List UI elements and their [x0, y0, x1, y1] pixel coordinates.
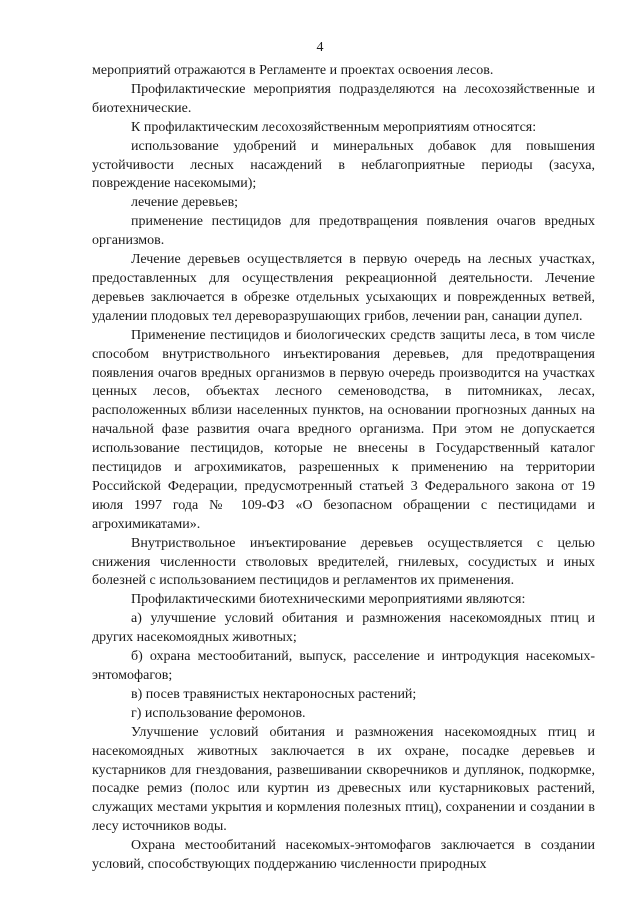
paragraph: Лечение деревьев осуществляется в первую очередь на лесных участках, предоставленных для осуществления рекреационной деятельности. Лечение деревьев заключается в обрезке отдельных усыхающих и поврежденных ветвей, удалении плодовых тел дереворазрушающих грибов, лечении ран, санации дупел. [92, 252, 595, 324]
list-item: использование удобрений и минеральных добавок для повышения устойчивости лесных насаждений в неблагоприятные периоды (засуха, повреждение насекомыми); [92, 138, 595, 192]
page-number: 4 [316, 40, 324, 55]
document-body [92, 62, 595, 875]
list-item: в) посев травянистых нектароносных растений; [131, 686, 417, 702]
paragraph: Охрана местообитаний насекомых-энтомофагов заключается в создании условий, способствующих поддержанию численности природных [92, 838, 595, 873]
paragraph: Улучшение условий обитания и размножения насекомоядных птиц и насекомоядных животных заключается в их охране, посадке деревьев и кустарников для гнездования, развешивании скворечников и дуплянок, подкормке, посадке ремиз (полос или куртин из древесных или кустарниковых растений, служащих местами укрытия и кормления полезных птиц), сохранении и создании в лесу источников воды. [92, 724, 595, 835]
list-item: а) улучшение условий обитания и размножения насекомоядных птиц и других насекомоядных животных; [92, 611, 595, 646]
paragraph-continuation: мероприятий отражаются в Регламенте и проектах освоения лесов. [92, 63, 494, 78]
paragraph: Внутриствольное инъектирование деревьев осуществляется с целью снижения численности стволовых вредителей, гнилевых, сосудистых и иных болезней с использованием пестицидов и регламентов их применения. [92, 535, 595, 589]
list-item: г) использование феромонов. [131, 705, 306, 721]
paragraph: К профилактическим лесохозяйственным мероприятиям относятся: [131, 119, 537, 135]
list-item: лечение деревьев; [131, 195, 239, 211]
list-item: применение пестицидов для предотвращения появления очагов вредных организмов. [92, 214, 595, 249]
paragraph: Профилактическими биотехническими мероприятиями являются: [131, 592, 526, 608]
list-item: б) охрана местообитаний, выпуск, расселение и интродукция насекомых-энтомофагов; [92, 649, 595, 683]
paragraph: Профилактические мероприятия подразделяются на лесохозяйственные и биотехнические. [92, 81, 595, 116]
paragraph: Применение пестицидов и биологических средств защиты леса, в том числе способом внутриствольного инъектирования деревьев, для предотвращения появления очагов вредных организмов в первую очередь производится на участках ценных лесов, объектах лесного семеноводства, в питомниках, лесах, расположенных вблизи населенных пунктов, на основании прогнозных данных на начальной фазе развития очага вредного организма. При этом не допускается использование пестицидов, которые не внесены в Государственный каталог пестицидов и агрохимикатов, разрешенных к применению на территории Российской Федерации, предусмотренный статьей 3 Федерального закона от 19 июля 1997 года № 109-ФЗ «О безопасном обращении с пестицидами и агрохимикатами». [92, 327, 595, 532]
